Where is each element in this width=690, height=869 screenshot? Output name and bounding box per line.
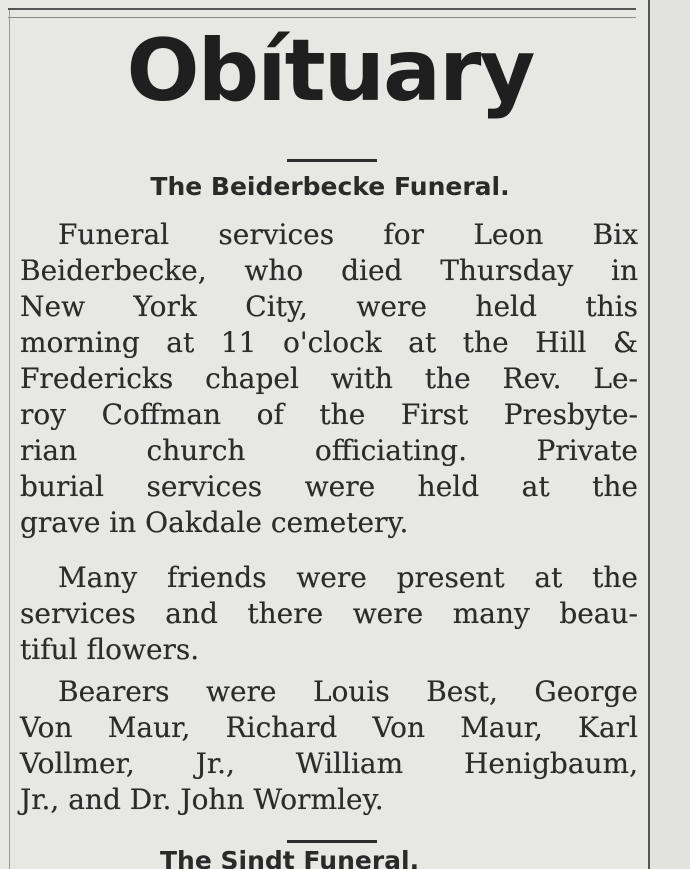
text-line: Bearers were Louis Best, George <box>58 675 638 708</box>
text-line: New York City, were held this <box>20 290 638 323</box>
text-line: morning at 11 o'clock at the Hill & <box>20 326 638 359</box>
article-headline: The Beiderbecke Funeral. <box>150 172 510 201</box>
text-line: Beiderbecke, who died Thursday in <box>20 254 638 287</box>
text-line: burial services were held at the <box>20 470 638 503</box>
text-line: Fredericks chapel with the Rev. Le- <box>20 362 638 395</box>
top-border-rule <box>8 8 636 10</box>
article-divider <box>287 840 377 843</box>
text-line: rian church officiating. Private <box>20 434 638 467</box>
text-line: grave in Oakdale cemetery. <box>20 506 409 539</box>
text-line: Vollmer, Jr., William Henigbaum, <box>20 747 638 780</box>
paragraph-friends-flowers <box>20 560 638 668</box>
text-line: Jr., and Dr. John Wormley. <box>20 783 384 816</box>
paragraph-bearers <box>20 674 638 818</box>
paragraph-funeral-services <box>20 217 638 541</box>
text-line: services and there were many beau- <box>20 597 638 630</box>
headline-divider <box>287 159 377 162</box>
top-border-rule-thin <box>8 17 636 18</box>
text-line: Many friends were present at the <box>58 561 638 594</box>
text-line: Funeral services for Leon Bix <box>58 218 638 251</box>
left-column-rule <box>9 10 10 869</box>
section-title: Obítuary <box>126 21 534 121</box>
adjacent-column-margin <box>650 0 690 869</box>
next-article-headline-cropped: The Sindt Funeral. <box>160 846 420 869</box>
text-line: Von Maur, Richard Von Maur, Karl <box>20 711 638 744</box>
text-line: tiful flowers. <box>20 633 200 666</box>
text-line: roy Coffman of the First Presbyte- <box>20 398 638 431</box>
